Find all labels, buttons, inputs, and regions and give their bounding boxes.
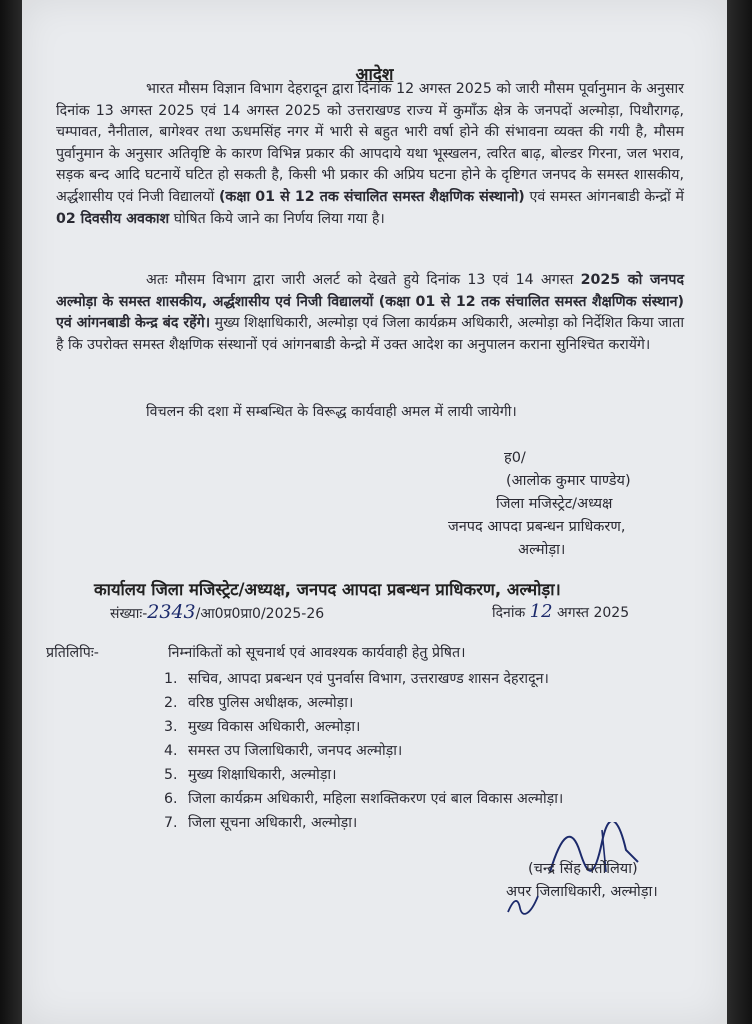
handwritten-initial <box>504 890 544 920</box>
reference-prefix: संख्याः- <box>110 606 148 622</box>
list-item-text: जिला सूचना अधिकारी, अल्मोड़ा। <box>188 815 358 831</box>
photo-left-edge <box>0 0 22 1024</box>
list-item-number: 2. <box>164 695 178 711</box>
date-day-handwritten: 12 <box>529 601 553 622</box>
reference-line <box>110 601 710 623</box>
reference-date <box>492 601 629 622</box>
list-item <box>164 763 563 787</box>
list-item <box>164 667 563 691</box>
signatory-place: अल्मोड़ा। <box>518 542 566 558</box>
photo-right-edge <box>727 0 752 1024</box>
paragraph-1-bold-2: 02 दिवसीय अवकाश <box>56 210 170 227</box>
office-header: कार्यालय जिला मजिस्ट्रेट/अध्यक्ष, जनपद आपदा प्रबन्धन प्राधिकरण, अल्मोड़ा। <box>94 580 561 599</box>
copy-label: प्रतिलिपिः- <box>46 645 99 661</box>
paragraph-3-text: विचलन की दशा में सम्बन्धित के विरूद्ध कार्यवाही अमल में लायी जायेगी। <box>146 404 517 420</box>
order-title: आदेश <box>355 65 394 85</box>
list-item-number: 6. <box>164 791 178 807</box>
list-item-number: 4. <box>164 743 178 759</box>
adm-name: (चन्द्र सिंह मर्तोलिया) <box>528 861 638 877</box>
paragraph-1-text: भारत मौसम विज्ञान विभाग देहरादून द्वारा दिनांक 12 अगस्त 2025 को जारी मौसम पूर्वानुमान के अनुसार दिनांक 13 अगस्त 2025 एवं 14 अगस्त 2025 को उत्तराखण्ड राज्य में कुमाँऊ क्षेत्र के जनपदों अल्मोड़ा, पिथौरागढ़, चम्पावत, नैनीताल, बागेश्वर तथा ऊधमसिंह नगर में भारी से बहुत भारी वर्षा होने की संभावना व्यक्त की गयी है, मौसम पुर्वानुमान के अनुसार अतिवृष्टि के कारण विभिन्न प्रकार की आपदाये यथा भूस्खलन, त्वरित बाढ़, बोल्डर गिरना, जल भराव, सड़क बन्द आदि घटनायें घटित हो सकती है, किसी भी प्रकार की अप्रिय घटना होने के दृष्टिगत जनपद के समस्त शासकीय, अर्द्धशासीय एवं निजी विद्यालयों <box>56 81 684 205</box>
copy-list <box>164 667 563 835</box>
paragraph-1-bold: (कक्षा 01 से 12 तक संचालित समस्त शैक्षणिक संस्थानो) <box>218 188 525 205</box>
list-item <box>164 787 563 811</box>
paragraph-1-end: घोषित किये जाने का निर्णय लिया गया है। <box>173 210 385 227</box>
paragraph-2-bold: 2025 को जनपद अल्मोड़ा के समस्त शासकीय, अर्द्धशासीय एवं निजी विद्यालयों (कक्षा 01 से 12 तक संचालित समस्त शैक्षणिक संस्थान) एवं आंगनबाडी केन्द्र बंद रहेंगे। <box>56 272 685 332</box>
list-item <box>164 715 563 739</box>
signatory-designation: जिला मजिस्ट्रेट/अध्यक्ष <box>496 496 613 512</box>
list-item-number: 3. <box>164 719 178 735</box>
date-label: दिनांक <box>492 605 526 621</box>
list-item <box>164 739 563 763</box>
paragraph-1-mid: एवं समस्त आंगनबाडी केन्द्रों में <box>529 188 685 205</box>
list-item-number: 1. <box>164 671 178 687</box>
copy-intro: निम्नांकितों को सूचनार्थ एवं आवश्यक कार्यवाही हेतु प्रेषित। <box>168 645 466 661</box>
paragraph-2 <box>56 270 684 356</box>
paragraph-2-start: अतः मौसम विभाग द्वारा जारी अलर्ट को देखते हुये दिनांक 13 एवं 14 अगस्त <box>146 272 574 288</box>
list-item-text: जिला कार्यक्रम अधिकारी, महिला सशक्तिकरण एवं बाल विकास अल्मोड़ा। <box>188 791 564 807</box>
list-item-text: वरिष्ठ पुलिस अधीक्षक, अल्मोड़ा। <box>188 695 354 711</box>
signatory-name: (आलोक कुमार पाण्डेय) <box>506 473 631 489</box>
list-item-text: सचिव, आपदा प्रबन्धन एवं पुनर्वास विभाग, उत्तराखण्ड शासन देहरादून। <box>188 671 549 687</box>
date-rest: अगस्त 2025 <box>557 605 630 621</box>
signature-block-dm <box>442 447 702 562</box>
list-item-number: 7. <box>164 815 178 831</box>
reference-number-handwritten: 2343 <box>147 601 196 623</box>
reference-suffix: /आ0प्र0प्रा0/2025-26 <box>195 606 325 622</box>
list-item-text: मुख्य विकास अधिकारी, अल्मोड़ा। <box>188 719 361 735</box>
list-item-text: समस्त उप जिलाधिकारी, जनपद अल्मोड़ा। <box>188 743 403 759</box>
list-item <box>164 691 563 715</box>
adm-designation: अपर जिलाधिकारी, अल्मोड़ा। <box>506 884 658 900</box>
document-sheet <box>22 0 727 1024</box>
list-item-text: मुख्य शिक्षाधिकारी, अल्मोड़ा। <box>188 767 337 783</box>
signatory-authority: जनपद आपदा प्रबन्धन प्राधिकरण, <box>448 519 626 535</box>
signed-mark: ह0/ <box>504 450 526 466</box>
paragraph-2-end: मुख्य शिक्षाधिकारी, अल्मोड़ा एवं जिला कार्यक्रम अधिकारी, अल्मोड़ा को निर्देशित किया जाता है कि उपरोक्त समस्त शैक्षणिक संस्थानों एवं आंगनबाडी केन्द्रो में उक्त आदेश का अनुपालन कराना सुनिश्चित करायेंगे। <box>56 315 684 353</box>
paragraph-1 <box>56 79 684 230</box>
list-item-number: 5. <box>164 767 178 783</box>
list-item <box>164 811 563 835</box>
paragraph-3 <box>56 402 684 424</box>
